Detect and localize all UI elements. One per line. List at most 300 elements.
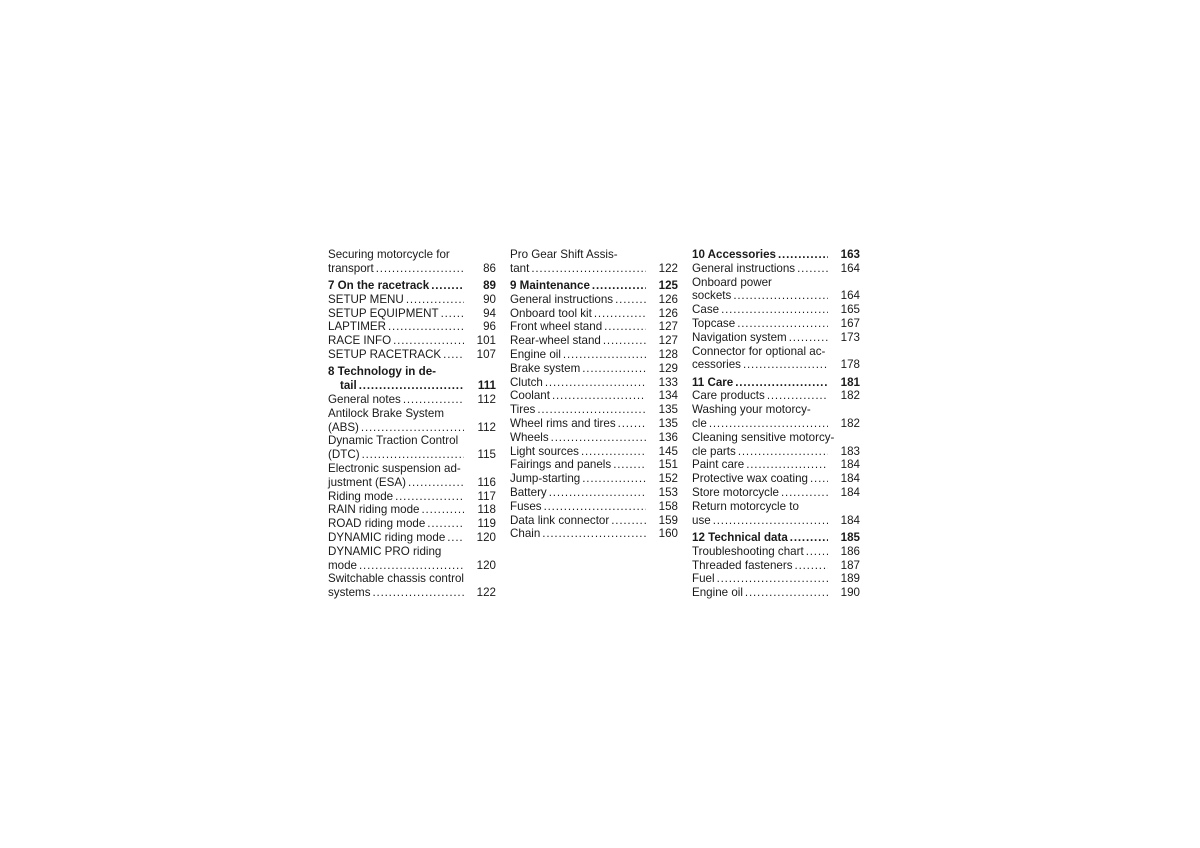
toc-page-number: 133 bbox=[658, 375, 678, 389]
toc-leader-dots bbox=[810, 472, 828, 486]
toc-entry bbox=[692, 317, 860, 331]
toc-page-number: 119 bbox=[477, 517, 496, 531]
toc-entry bbox=[510, 362, 678, 376]
toc-entry-line bbox=[692, 445, 860, 459]
toc-entry-line bbox=[328, 421, 496, 435]
toc-entry-title: Brake system bbox=[510, 361, 581, 375]
toc-entry-title: Coolant bbox=[510, 389, 550, 403]
toc-entry-line bbox=[328, 320, 496, 334]
toc-entry-line bbox=[328, 462, 496, 476]
toc-entry-title: tant bbox=[510, 261, 530, 275]
toc-leader-dots bbox=[544, 500, 646, 514]
toc-entry bbox=[510, 445, 678, 459]
toc-page-number: 117 bbox=[477, 489, 496, 503]
toc-leader-dots bbox=[806, 545, 828, 559]
toc-entry-title: justment (ESA) bbox=[328, 475, 406, 489]
toc-entry bbox=[692, 458, 860, 472]
toc-entry-title: Light sources bbox=[510, 444, 579, 458]
toc-entry-line bbox=[328, 279, 496, 293]
toc-entry-line bbox=[510, 362, 678, 376]
toc-entry-line bbox=[510, 334, 678, 348]
toc-page-number: 89 bbox=[483, 279, 496, 293]
toc-leader-dots bbox=[743, 358, 828, 372]
toc-entry-title: SETUP EQUIPMENT bbox=[328, 306, 439, 320]
toc-leader-dots bbox=[447, 531, 464, 545]
toc-entry-title: Paint care bbox=[692, 458, 745, 472]
toc-entry bbox=[328, 434, 496, 462]
toc-entry-title: Fuel bbox=[692, 572, 715, 586]
toc-entry bbox=[692, 500, 860, 528]
toc-column-1 bbox=[328, 248, 496, 600]
toc-entry-line bbox=[692, 586, 860, 600]
toc-entry-line bbox=[510, 472, 678, 486]
toc-entry-line bbox=[510, 445, 678, 459]
toc-entry-title: transport bbox=[328, 261, 374, 275]
toc-entry-line bbox=[328, 393, 496, 407]
toc-page-number: 145 bbox=[658, 444, 678, 458]
toc-page-number: 120 bbox=[476, 530, 496, 544]
toc-entry bbox=[510, 527, 678, 541]
toc-entry-line bbox=[510, 417, 678, 431]
toc-entry-title: Data link connector bbox=[510, 513, 610, 527]
toc-entry-line bbox=[692, 331, 860, 345]
toc-chapter-entry bbox=[328, 279, 496, 293]
toc-entry-title: General notes bbox=[328, 392, 401, 406]
toc-leader-dots bbox=[592, 279, 646, 293]
toc-entry-title: cle bbox=[692, 417, 707, 431]
toc-entry-line bbox=[510, 262, 678, 276]
toc-page-number: 190 bbox=[840, 586, 860, 600]
toc-entry-title: mode bbox=[328, 558, 358, 572]
toc-entry-title: Wheel rims and tires bbox=[510, 417, 616, 431]
toc-page-number: 107 bbox=[476, 348, 496, 362]
toc-page-number: 164 bbox=[840, 261, 860, 275]
toc-leader-dots bbox=[359, 379, 464, 393]
toc-entry bbox=[692, 331, 860, 345]
toc-leader-dots bbox=[735, 376, 828, 390]
toc-entry bbox=[328, 307, 496, 321]
toc-leader-dots bbox=[388, 320, 464, 334]
toc-page-number: 126 bbox=[658, 292, 678, 306]
toc-page-number: 112 bbox=[477, 392, 496, 406]
toc-page-number: 152 bbox=[658, 472, 678, 486]
toc-entry bbox=[328, 407, 496, 435]
toc-entry-line bbox=[692, 303, 860, 317]
toc-page-number: 135 bbox=[658, 403, 678, 417]
toc-entry-title: Connector for optional ac- bbox=[692, 344, 826, 358]
toc-entry-line bbox=[510, 293, 678, 307]
toc-entry bbox=[692, 586, 860, 600]
toc-entry bbox=[692, 572, 860, 586]
toc-entry bbox=[692, 431, 860, 459]
toc-entry-title: Onboard power bbox=[692, 275, 772, 289]
toc-entry-title: General instructions bbox=[692, 261, 796, 275]
toc-page-number: 158 bbox=[658, 499, 678, 513]
toc-entry-title: Chain bbox=[510, 527, 541, 541]
toc-entry-title: Topcase bbox=[692, 316, 736, 330]
toc-page-number: 122 bbox=[658, 261, 678, 275]
toc-entry-line bbox=[510, 500, 678, 514]
toc-entry-line bbox=[692, 403, 860, 417]
toc-leader-dots bbox=[542, 527, 646, 541]
toc-page-number: 187 bbox=[840, 558, 860, 572]
toc-page-number: 127 bbox=[658, 320, 678, 334]
toc-page-number: 178 bbox=[840, 358, 860, 372]
toc-page-number: 189 bbox=[840, 572, 860, 586]
toc-entry-title: Cleaning sensitive motorcy- bbox=[692, 430, 835, 444]
toc-entry bbox=[328, 503, 496, 517]
toc-entry-title: DYNAMIC PRO riding bbox=[328, 544, 442, 558]
toc-leader-dots bbox=[403, 393, 464, 407]
toc-page-number: 184 bbox=[840, 458, 860, 472]
toc-entry bbox=[692, 472, 860, 486]
toc-entry-title: systems bbox=[328, 586, 371, 600]
toc-entry-title: Return motorcycle to bbox=[692, 499, 799, 513]
toc-page-number: 135 bbox=[658, 417, 678, 431]
toc-leader-dots bbox=[581, 445, 646, 459]
toc-entry-line bbox=[510, 431, 678, 445]
toc-leader-dots bbox=[737, 317, 828, 331]
toc-page-number: 125 bbox=[658, 279, 678, 293]
toc-entry-line bbox=[510, 527, 678, 541]
toc-entry bbox=[328, 348, 496, 362]
toc-page-number: 184 bbox=[840, 472, 860, 486]
toc-entry-line bbox=[328, 545, 496, 559]
toc-page-number: 122 bbox=[476, 586, 496, 600]
toc-page-number: 90 bbox=[483, 292, 496, 306]
toc-page-number: 184 bbox=[840, 486, 860, 500]
toc-page-number: 160 bbox=[658, 527, 678, 541]
toc-page-number: 120 bbox=[476, 558, 496, 572]
toc-entry bbox=[510, 431, 678, 445]
toc-entry-title: DYNAMIC riding mode bbox=[328, 530, 446, 544]
toc-leader-dots bbox=[531, 262, 646, 276]
toc-leader-dots bbox=[603, 334, 646, 348]
toc-entry-title: Tires bbox=[510, 403, 536, 417]
toc-page-number: 182 bbox=[840, 417, 860, 431]
toc-entry-title: Case bbox=[692, 303, 720, 317]
toc-leader-dots bbox=[795, 559, 828, 573]
toc-page-number: 163 bbox=[840, 248, 860, 261]
toc-entry-title: Washing your motorcy- bbox=[692, 403, 811, 417]
toc-entry-line bbox=[692, 472, 860, 486]
toc-column-2 bbox=[510, 248, 678, 541]
toc-entry bbox=[328, 393, 496, 407]
toc-entry bbox=[692, 559, 860, 573]
toc-entry-title: cessories bbox=[692, 358, 741, 372]
toc-entry-title: (DTC) bbox=[328, 448, 360, 462]
toc-leader-dots bbox=[406, 293, 464, 307]
toc-entry-line bbox=[510, 279, 678, 293]
toc-entry-line bbox=[692, 545, 860, 559]
toc-entry-title: Threaded fasteners bbox=[692, 558, 793, 572]
toc-page-number: 115 bbox=[477, 448, 496, 462]
toc-entry-title: Front wheel stand bbox=[510, 320, 603, 334]
toc-entry bbox=[328, 572, 496, 600]
toc-entry-line bbox=[328, 407, 496, 421]
toc-entry-title: SETUP MENU bbox=[328, 292, 404, 306]
toc-entry bbox=[692, 345, 860, 373]
toc-leader-dots bbox=[431, 279, 464, 293]
toc-entry-title: Jump-starting bbox=[510, 472, 581, 486]
toc-entry bbox=[510, 472, 678, 486]
toc-leader-dots bbox=[393, 334, 464, 348]
toc-page-number: 116 bbox=[477, 475, 496, 489]
toc-entry-title: Rear-wheel stand bbox=[510, 334, 601, 348]
toc-entry-title: Fairings and panels bbox=[510, 458, 612, 472]
toc-entry-title: Store motorcycle bbox=[692, 486, 779, 500]
toc-entry-title: RAIN riding mode bbox=[328, 503, 420, 517]
toc-page-number: 129 bbox=[658, 361, 678, 375]
toc-leader-dots bbox=[713, 514, 828, 528]
toc-entry bbox=[510, 389, 678, 403]
toc-leader-dots bbox=[545, 376, 646, 390]
toc-page-number: 94 bbox=[483, 306, 496, 320]
toc-entry bbox=[328, 545, 496, 573]
toc-entry-line bbox=[328, 379, 496, 393]
toc-page-number: 86 bbox=[483, 261, 496, 275]
toc-entry-title: use bbox=[692, 513, 711, 527]
toc-leader-dots bbox=[790, 531, 828, 545]
toc-page-number: 186 bbox=[840, 544, 860, 558]
toc-page-number: 185 bbox=[840, 530, 860, 544]
toc-entry-title: (ABS) bbox=[328, 420, 359, 434]
toc-leader-dots bbox=[709, 417, 828, 431]
toc-entry-title: 10 Accessories bbox=[692, 248, 777, 261]
toc-entry-title: Engine oil bbox=[692, 586, 743, 600]
toc-entry-line bbox=[692, 431, 860, 445]
toc-page-number: 181 bbox=[840, 375, 860, 389]
toc-entry-title: Care products bbox=[692, 389, 765, 403]
toc-entry-line bbox=[692, 458, 860, 472]
toc-page-number: 136 bbox=[658, 430, 678, 444]
toc-page-number: 126 bbox=[658, 306, 678, 320]
toc-entry-line bbox=[510, 320, 678, 334]
toc-entry-title: sockets bbox=[692, 289, 732, 303]
toc-page-number: 118 bbox=[477, 503, 496, 517]
toc-leader-dots bbox=[733, 289, 828, 303]
toc-entry-line bbox=[692, 376, 860, 390]
toc-leader-dots bbox=[361, 421, 464, 435]
toc-entry bbox=[692, 389, 860, 403]
toc-leader-dots bbox=[359, 559, 464, 573]
toc-leader-dots bbox=[717, 572, 828, 586]
toc-page-number: 182 bbox=[840, 389, 860, 403]
toc-entry-line bbox=[328, 572, 496, 586]
toc-entry-line bbox=[692, 572, 860, 586]
toc-leader-dots bbox=[615, 293, 646, 307]
toc-entry bbox=[328, 517, 496, 531]
toc-entry-title: 11 Care bbox=[692, 375, 734, 389]
toc-entry-line bbox=[510, 376, 678, 390]
toc-entry-line bbox=[692, 389, 860, 403]
toc-entry bbox=[510, 376, 678, 390]
toc-entry-line bbox=[692, 531, 860, 545]
toc-page-number: 128 bbox=[658, 348, 678, 362]
toc-entry-line bbox=[510, 514, 678, 528]
toc-leader-dots bbox=[582, 362, 646, 376]
toc-entry bbox=[692, 303, 860, 317]
toc-page-number: 112 bbox=[477, 420, 496, 434]
toc-entry-line bbox=[692, 500, 860, 514]
toc-entry-title: Protective wax coating bbox=[692, 472, 808, 486]
toc-entry-line bbox=[328, 248, 496, 262]
toc-chapter-entry bbox=[510, 279, 678, 293]
toc-leader-dots bbox=[408, 476, 464, 490]
toc-entry-line bbox=[328, 293, 496, 307]
toc-entry-line bbox=[510, 248, 678, 262]
toc-entry-title: Wheels bbox=[510, 430, 549, 444]
toc-page-number: 184 bbox=[840, 513, 860, 527]
toc-entry-title: Securing motorcycle for bbox=[328, 248, 450, 261]
toc-entry-line bbox=[692, 514, 860, 528]
toc-entry-title: Battery bbox=[510, 486, 547, 500]
toc-entry-title: 12 Technical data bbox=[692, 530, 788, 544]
toc-leader-dots bbox=[551, 431, 646, 445]
toc-entry bbox=[510, 514, 678, 528]
toc-entry bbox=[510, 458, 678, 472]
toc-leader-dots bbox=[582, 472, 646, 486]
toc-entry-line bbox=[692, 262, 860, 276]
toc-entry-line bbox=[692, 317, 860, 331]
toc-entry-title: 8 Technology in de- bbox=[328, 365, 437, 379]
toc-entry-line bbox=[692, 289, 860, 303]
toc-leader-dots bbox=[395, 490, 464, 504]
toc-leader-dots bbox=[441, 307, 464, 321]
toc-leader-dots bbox=[767, 389, 828, 403]
toc-entry bbox=[328, 334, 496, 348]
toc-entry-title: Riding mode bbox=[328, 489, 394, 503]
toc-entry bbox=[510, 293, 678, 307]
toc-entry-line bbox=[510, 348, 678, 362]
toc-entry bbox=[510, 417, 678, 431]
toc-leader-dots bbox=[563, 348, 646, 362]
toc-entry bbox=[328, 490, 496, 504]
toc-entry-line bbox=[328, 586, 496, 600]
toc-entry bbox=[510, 403, 678, 417]
toc-entry-line bbox=[328, 348, 496, 362]
toc-entry bbox=[692, 486, 860, 500]
toc-leader-dots bbox=[427, 517, 464, 531]
toc-leader-dots bbox=[738, 445, 828, 459]
toc-leader-dots bbox=[422, 503, 465, 517]
toc-entry-title: cle parts bbox=[692, 444, 736, 458]
toc-leader-dots bbox=[549, 486, 646, 500]
toc-entry-line bbox=[692, 248, 860, 262]
toc-entry bbox=[692, 545, 860, 559]
toc-entry-line bbox=[510, 403, 678, 417]
toc-entry bbox=[510, 307, 678, 321]
toc-chapter-entry bbox=[692, 376, 860, 390]
toc-entry-line bbox=[692, 417, 860, 431]
toc-page-number: 183 bbox=[840, 444, 860, 458]
toc-entry bbox=[328, 531, 496, 545]
toc-entry-title: Navigation system bbox=[692, 330, 787, 344]
toc-entry-line bbox=[510, 307, 678, 321]
toc-entry-line bbox=[510, 458, 678, 472]
toc-entry bbox=[510, 486, 678, 500]
toc-entry-line bbox=[510, 486, 678, 500]
toc-entry-title: 9 Maintenance bbox=[510, 279, 590, 293]
toc-entry-line bbox=[692, 345, 860, 359]
toc-entry-title: SETUP RACETRACK bbox=[328, 348, 442, 362]
toc-leader-dots bbox=[611, 514, 646, 528]
toc-leader-dots bbox=[613, 458, 646, 472]
toc-chapter-entry bbox=[328, 365, 496, 393]
toc-entry bbox=[510, 500, 678, 514]
toc-leader-dots bbox=[781, 486, 828, 500]
toc-entry bbox=[328, 462, 496, 490]
toc-entry-line bbox=[328, 307, 496, 321]
toc-page-number: 111 bbox=[477, 379, 496, 393]
toc-entry bbox=[510, 348, 678, 362]
toc-entry-title: tail bbox=[340, 379, 357, 393]
toc-page-number: 134 bbox=[658, 389, 678, 403]
toc-entry-line bbox=[328, 365, 496, 379]
toc-entry-title: Antilock Brake System bbox=[328, 406, 444, 420]
toc-entry bbox=[328, 320, 496, 334]
toc-entry-title: Fuses bbox=[510, 499, 542, 513]
toc-leader-dots bbox=[745, 586, 828, 600]
toc-entry-title: Switchable chassis control bbox=[328, 572, 464, 586]
toc-leader-dots bbox=[552, 389, 646, 403]
toc-page-number: 159 bbox=[658, 513, 678, 527]
toc-page-number: 173 bbox=[840, 330, 860, 344]
toc-entry bbox=[692, 262, 860, 276]
toc-entry-line bbox=[328, 559, 496, 573]
toc-entry-line bbox=[692, 276, 860, 290]
toc-entry-title: LAPTIMER bbox=[328, 320, 386, 334]
toc-entry-title: 7 On the racetrack bbox=[328, 279, 430, 293]
toc-entry-line bbox=[328, 262, 496, 276]
toc-entry-title: Electronic suspension ad- bbox=[328, 461, 461, 475]
toc-entry bbox=[328, 248, 496, 276]
toc-leader-dots bbox=[778, 248, 828, 262]
toc-page-number: 96 bbox=[483, 320, 496, 334]
toc-entry bbox=[692, 403, 860, 431]
toc-leader-dots bbox=[604, 320, 646, 334]
toc-entry-title: General instructions bbox=[510, 292, 614, 306]
toc-entry-title: Clutch bbox=[510, 375, 543, 389]
toc-entry-title: RACE INFO bbox=[328, 334, 392, 348]
toc-leader-dots bbox=[746, 458, 828, 472]
toc-entry-line bbox=[328, 517, 496, 531]
toc-entry-title: Engine oil bbox=[510, 348, 561, 362]
toc-page-number: 151 bbox=[658, 458, 678, 472]
toc-entry bbox=[510, 320, 678, 334]
toc-page-number: 164 bbox=[840, 289, 860, 303]
toc-leader-dots bbox=[443, 348, 464, 362]
toc-entry-title: Pro Gear Shift Assis- bbox=[510, 248, 618, 261]
toc-entry-line bbox=[328, 476, 496, 490]
toc-entry-title: ROAD riding mode bbox=[328, 517, 426, 531]
toc-entry-line bbox=[328, 434, 496, 448]
toc-page-number: 167 bbox=[840, 316, 860, 330]
toc-entry bbox=[692, 276, 860, 304]
toc-page-number: 127 bbox=[658, 334, 678, 348]
toc-entry bbox=[328, 293, 496, 307]
toc-page-number: 153 bbox=[658, 486, 678, 500]
toc-entry-line bbox=[328, 490, 496, 504]
toc-entry-line bbox=[328, 503, 496, 517]
toc-entry-line bbox=[328, 334, 496, 348]
toc-leader-dots bbox=[789, 331, 828, 345]
toc-entry-line bbox=[692, 486, 860, 500]
toc-entry-line bbox=[328, 448, 496, 462]
toc-entry-line bbox=[328, 531, 496, 545]
toc-leader-dots bbox=[594, 307, 646, 321]
toc-chapter-entry bbox=[692, 248, 860, 262]
